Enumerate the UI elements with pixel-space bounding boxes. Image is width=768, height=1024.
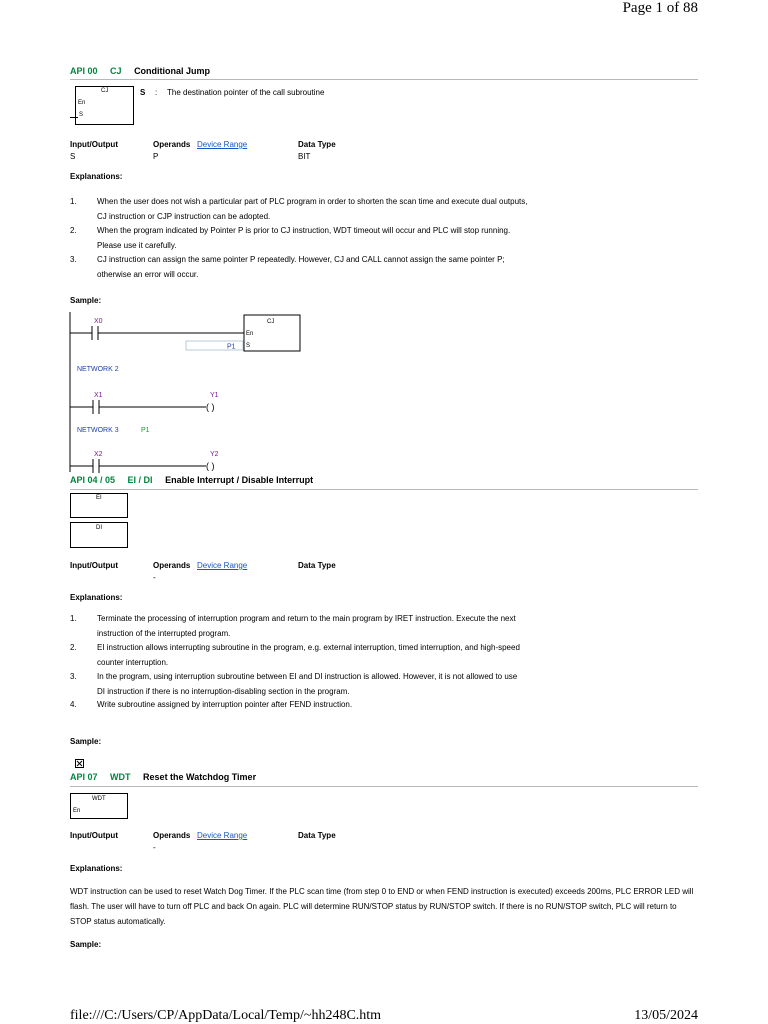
cj-block-en: En bbox=[246, 331, 254, 337]
wdt-operands-value: - bbox=[153, 843, 156, 852]
broken-image-icon bbox=[75, 759, 84, 768]
cj-api-number: API 00 bbox=[70, 66, 98, 76]
network-3-label: NETWORK 3 bbox=[77, 427, 119, 434]
wdt-instruction-box bbox=[70, 793, 128, 819]
footer-file-path: file:///C:/Users/CP/AppData/Local/Temp/~hh248C.htm bbox=[70, 1008, 382, 1023]
wdt-api-number: API 07 bbox=[70, 772, 98, 782]
cj-operands-header: Operands bbox=[153, 140, 191, 149]
cj-operand-desc: The destination pointer of the call subroutine bbox=[167, 88, 325, 97]
list-item-line: CJ instruction or CJP instruction can be adopted. bbox=[97, 211, 271, 221]
cj-datatype-header: Data Type bbox=[298, 140, 336, 149]
eidi-sample-label: Sample: bbox=[70, 737, 102, 746]
list-item bbox=[70, 641, 630, 670]
cj-box-label: CJ bbox=[101, 88, 109, 94]
contact-x1-label: X1 bbox=[94, 392, 103, 399]
list-item-number: 3. bbox=[70, 672, 77, 681]
pointer-p1-value: P1 bbox=[227, 343, 236, 351]
cj-heading-rule bbox=[70, 79, 698, 80]
cj-io-header: Input/Output bbox=[70, 140, 118, 149]
list-item bbox=[70, 224, 630, 253]
contact-x2-label: X2 bbox=[94, 451, 103, 458]
wdt-io-header: Input/Output bbox=[70, 831, 118, 840]
cj-operand-key: S bbox=[140, 88, 146, 97]
list-item-line: DI instruction if there is no interruption-disabling section in the program. bbox=[97, 686, 350, 696]
list-item-line: CJ instruction can assign the same pointer P repeatedly. However, CJ and CALL cannot assign the same pointer P; bbox=[97, 255, 505, 264]
wdt-datatype-header: Data Type bbox=[298, 831, 336, 840]
list-item-number: 2. bbox=[70, 226, 77, 235]
eidi-explanations-label: Explanations: bbox=[70, 593, 123, 602]
list-item-line: Write subroutine assigned by interruption pointer after FEND instruction. bbox=[97, 700, 353, 709]
list-item-line: Please use it carefully. bbox=[97, 240, 177, 250]
cj-io-value: S bbox=[70, 152, 76, 161]
list-item bbox=[70, 195, 630, 224]
cj-operand-sep: : bbox=[155, 88, 158, 97]
list-item bbox=[70, 698, 630, 713]
list-item-line: In the program, using interruption subroutine between EI and DI instruction is allowed. However, it is not allowed to use bbox=[97, 672, 518, 681]
di-box-label: DI bbox=[96, 525, 102, 531]
network-2-label: NETWORK 2 bbox=[77, 366, 119, 373]
eidi-device-range-link[interactable]: Device Range bbox=[197, 561, 248, 570]
network-3-pointer-label: P1 bbox=[141, 427, 150, 434]
list-item-line: instruction of the interrupted program. bbox=[97, 628, 231, 638]
list-item-number: 3. bbox=[70, 255, 77, 264]
cj-datatype-value: BIT bbox=[298, 152, 311, 161]
list-item-number: 4. bbox=[70, 700, 77, 709]
cj-sample-label: Sample: bbox=[70, 296, 102, 305]
cj-title: Conditional Jump bbox=[134, 66, 211, 76]
list-item-number: 1. bbox=[70, 197, 77, 206]
cj-section-heading bbox=[70, 66, 210, 76]
ei-instruction-box bbox=[70, 493, 128, 518]
wdt-box-label: WDT bbox=[92, 796, 106, 802]
eidi-operands-header: Operands bbox=[153, 561, 191, 570]
page-number: Page 1 of 88 bbox=[622, 0, 698, 16]
list-item bbox=[70, 253, 630, 282]
coil-y1-symbol: ( ) bbox=[206, 402, 215, 412]
list-item-line: otherwise an error will occur. bbox=[97, 269, 199, 279]
wdt-device-range-link[interactable]: Device Range bbox=[197, 831, 248, 840]
list-item-line: Terminate the processing of interruption program and return to the main program by IRET instruction. Execute the next bbox=[97, 614, 516, 623]
list-item-number: 2. bbox=[70, 643, 77, 652]
wdt-explanation-paragraph: WDT instruction can be used to reset Watch Dog Timer. If the PLC scan time (from step 0 to END or when FEND instruction is executed) exceeds 200ms, PLC ERROR LED will flash. The user will have to turn off PLC and back On again. PLC will determine RUN/STOP status by RUN/STOP switch. If there is no RUN/STOP switch, PLC will return to STOP status automatically. bbox=[70, 887, 694, 926]
cj-block-s: S bbox=[246, 343, 251, 349]
cj-box-s-stub bbox=[70, 117, 78, 118]
contact-x0-label: X0 bbox=[94, 318, 103, 325]
wdt-explanations-label: Explanations: bbox=[70, 864, 123, 873]
eidi-explanations-list bbox=[70, 612, 630, 712]
list-item bbox=[70, 670, 630, 699]
wdt-section-heading bbox=[70, 772, 256, 782]
cj-instruction-box bbox=[75, 86, 134, 125]
wdt-title: Reset the Watchdog Timer bbox=[143, 772, 257, 782]
eidi-datatype-header: Data Type bbox=[298, 561, 336, 570]
di-instruction-box bbox=[70, 522, 128, 548]
eidi-heading-rule bbox=[70, 489, 698, 490]
eidi-api-number: API 04 / 05 bbox=[70, 475, 116, 485]
cj-operands-value: P bbox=[153, 152, 159, 161]
cj-block-label: CJ bbox=[267, 319, 275, 325]
wdt-sample-label: Sample: bbox=[70, 940, 102, 949]
wdt-operands-header: Operands bbox=[153, 831, 191, 840]
list-item-line: When the program indicated by Pointer P is prior to CJ instruction, WDT timeout will occur and PLC will stop running. bbox=[97, 226, 511, 235]
eidi-title: Enable Interrupt / Disable Interrupt bbox=[165, 475, 314, 485]
cj-ladder-diagram bbox=[60, 308, 320, 478]
cj-box-en: En bbox=[78, 100, 86, 106]
list-item-line: When the user does not wish a particular part of PLC program in order to shorten the scan time and execute dual outputs, bbox=[97, 197, 528, 206]
cj-mnemonic: CJ bbox=[110, 66, 122, 76]
list-item-number: 1. bbox=[70, 614, 77, 623]
coil-y2-label: Y2 bbox=[210, 451, 219, 458]
eidi-section-heading bbox=[70, 475, 313, 485]
cj-explanations-list bbox=[70, 195, 630, 285]
wdt-box-en: En bbox=[73, 808, 81, 814]
ei-box-label: EI bbox=[96, 495, 102, 501]
wdt-mnemonic: WDT bbox=[110, 772, 131, 782]
eidi-operands-value: - bbox=[153, 573, 156, 582]
cj-box-s: S bbox=[79, 112, 84, 118]
coil-y1-label: Y1 bbox=[210, 392, 219, 399]
coil-y2-symbol: ( ) bbox=[206, 461, 215, 471]
footer-date: 13/05/2024 bbox=[634, 1008, 698, 1023]
list-item-line: counter interruption. bbox=[97, 657, 169, 667]
wdt-heading-rule bbox=[70, 786, 698, 787]
list-item bbox=[70, 612, 630, 641]
cj-device-range-link[interactable]: Device Range bbox=[197, 140, 248, 149]
eidi-mnemonic: EI / DI bbox=[127, 475, 153, 485]
list-item-line: EI instruction allows interrupting subroutine in the program, e.g. external interruption, timed interruption, and high-speed bbox=[97, 643, 520, 652]
eidi-io-header: Input/Output bbox=[70, 561, 118, 570]
cj-explanations-label: Explanations: bbox=[70, 172, 123, 181]
